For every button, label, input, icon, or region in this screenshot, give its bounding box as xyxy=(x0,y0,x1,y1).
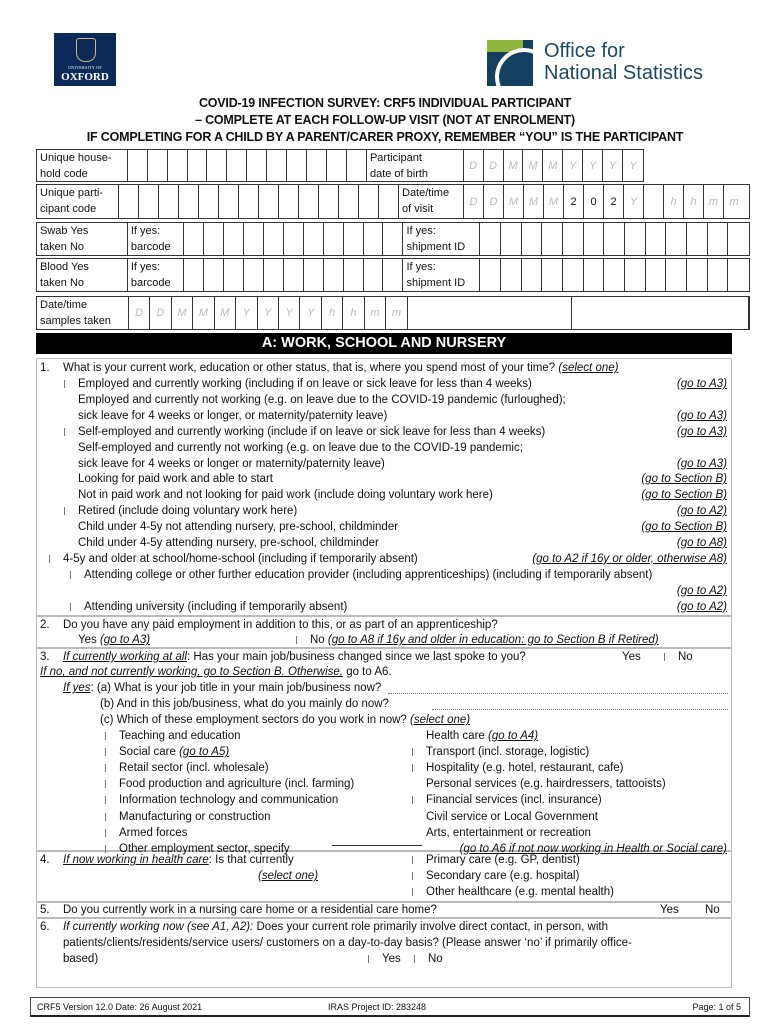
swab-barcode-cell[interactable] xyxy=(284,223,304,255)
blood-shipment-cell[interactable] xyxy=(563,259,584,291)
blood-shipment-cell[interactable] xyxy=(501,259,522,291)
household-code-cell[interactable] xyxy=(287,150,307,181)
samples-datetime-cell[interactable]: h xyxy=(322,297,343,329)
title-line-3: IF COMPLETING FOR A CHILD BY A PARENT/CARER PROXY, REMEMBER “YOU” IS THE PARTICIPANT xyxy=(86,130,684,144)
visit-datetime-cell[interactable]: M xyxy=(524,185,544,218)
healthcare-option-label: Other healthcare (e.g. mental health) xyxy=(426,886,614,898)
q1-option-goto: (go to Section B) xyxy=(641,521,727,534)
sector-option[interactable] xyxy=(412,792,602,808)
q1-option[interactable] xyxy=(78,535,379,551)
q1-option[interactable] xyxy=(64,503,297,519)
sector-label: Arts, entertainment or recreation xyxy=(426,826,591,839)
dob-label: Participant date of birth xyxy=(367,150,464,181)
q1-option-label: Child under 4-5y attending nursery, pre-school, childminder xyxy=(78,537,379,549)
healthcare-option[interactable] xyxy=(412,868,579,884)
household-code-cell[interactable] xyxy=(207,150,227,181)
samples-datetime-cell[interactable]: m xyxy=(386,297,407,329)
dob-cell[interactable]: M xyxy=(543,150,563,181)
sector-label: Other employment sector, specify xyxy=(119,842,290,855)
sector-label: Hospitality (e.g. hotel, restaurant, cafe) xyxy=(426,762,624,775)
blood-row xyxy=(36,258,750,292)
q6-yes-label: Yes xyxy=(382,953,401,965)
visit-datetime-cell[interactable]: M xyxy=(544,185,564,218)
samples-datetime-cell[interactable]: M xyxy=(193,297,214,329)
q1-option-goto: (go to A2 if 16y or older, otherwise A8) xyxy=(532,552,727,565)
q1-option-label: Self-employed and currently not working (e.g. on leave due to the COVID-19 pandemic; xyxy=(78,441,523,454)
sector-option[interactable] xyxy=(412,760,624,776)
participant-code-cell[interactable] xyxy=(359,185,379,218)
household-code-label: Unique house- hold code xyxy=(37,150,128,181)
q6-text-line2: patients/clients/residents/service users/ customers on a day-to-day basis? (Please answer ‘no’ if primarily office- xyxy=(63,937,632,949)
q1-text: What is your current work, education or other status, that is, where you spend most of your time? xyxy=(63,362,556,374)
q3a-job-title-input[interactable] xyxy=(388,682,728,694)
q3-condition: If currently working at all xyxy=(63,651,187,663)
swab-shipment-cell[interactable] xyxy=(522,223,543,255)
q1-option-label: Not in paid work and not looking for paid work (include doing voluntary work here) xyxy=(78,489,493,502)
swab-shipment-cell[interactable] xyxy=(480,223,501,255)
blood-barcode-label: If yes: barcode xyxy=(128,259,184,291)
household-code-cell[interactable] xyxy=(128,150,148,181)
sector-goto: (go to A5) xyxy=(179,746,230,759)
participant-code-cell[interactable] xyxy=(259,185,279,218)
participant-code-cell[interactable] xyxy=(279,185,299,218)
q1-option-goto: (go to A3) xyxy=(676,378,727,390)
participant-code-cell[interactable] xyxy=(239,185,259,218)
swab-shipment-cell[interactable] xyxy=(708,223,729,255)
swab-barcode-cell[interactable] xyxy=(224,223,244,255)
participant-code-cell[interactable] xyxy=(319,185,339,218)
sector-option[interactable] xyxy=(426,728,538,744)
q3a-text: : (a) What is your job title in your main job/business now? xyxy=(90,682,382,694)
q1-option-goto: (go to A2) xyxy=(676,505,727,518)
checkbox[interactable] xyxy=(412,796,420,804)
q3-note-goto: go to A6. xyxy=(343,666,392,678)
swab-barcode-cell[interactable] xyxy=(383,223,403,255)
q1-option[interactable] xyxy=(64,376,532,392)
visit-datetime-cell[interactable]: M xyxy=(504,185,524,218)
participant-code-cell[interactable] xyxy=(139,185,159,218)
q1-option[interactable] xyxy=(70,567,652,583)
visit-datetime-cell[interactable] xyxy=(644,185,664,218)
blood-taken-label: Blood Yes taken No xyxy=(37,259,128,291)
dob-cell[interactable]: Y xyxy=(583,150,603,181)
checkbox[interactable] xyxy=(49,555,57,563)
samples-datetime-cell[interactable]: Y xyxy=(279,297,300,329)
samples-datetime-cell[interactable]: Y xyxy=(258,297,279,329)
household-code-cell[interactable] xyxy=(347,150,367,181)
samples-datetime-cell[interactable]: Y xyxy=(236,297,257,329)
checkbox[interactable] xyxy=(105,764,113,772)
q2-yes-label: Yes xyxy=(78,634,97,646)
checkbox[interactable] xyxy=(105,796,113,804)
dob-cell[interactable]: Y xyxy=(629,159,637,172)
checkbox[interactable] xyxy=(64,380,72,388)
q6-number: 6. xyxy=(40,921,50,933)
q3c-select-hint: (select one) xyxy=(410,714,471,726)
q2-text: Do you have any paid employment in addition to this, or as part of an apprenticeship? xyxy=(63,619,498,631)
blood-barcode-cell[interactable] xyxy=(284,259,304,291)
healthcare-option-label: Primary care (e.g. GP, dentist) xyxy=(426,854,580,866)
sector-option[interactable] xyxy=(105,728,241,744)
q1-option[interactable] xyxy=(64,424,545,440)
q2-no-label: No xyxy=(310,634,325,646)
household-code-cell[interactable] xyxy=(307,150,327,181)
sector-option[interactable] xyxy=(426,776,666,792)
blood-barcode-cell[interactable] xyxy=(364,259,384,291)
sector-label: Teaching and education xyxy=(119,730,241,742)
dob-cell[interactable]: D xyxy=(464,150,484,181)
participant-code-label: Unique parti- cipant code xyxy=(37,185,119,218)
samples-datetime-cell[interactable]: M xyxy=(172,297,193,329)
sector-label: Social care xyxy=(119,746,176,759)
q1-option-label: Self-employed and currently working (include if on leave or sick leave for less than 4 weeks) xyxy=(78,425,546,438)
blood-shipment-cell[interactable] xyxy=(646,259,667,291)
participant-code-cell[interactable] xyxy=(339,185,359,218)
visit-datetime-cell[interactable]: D xyxy=(464,185,484,218)
q1-option-goto: (go to A2) xyxy=(676,584,727,597)
q1-option-label: 4-5y and older at school/home-school (including if temporarily absent) xyxy=(63,552,418,565)
samples-datetime-row xyxy=(36,296,750,330)
participant-code-cell[interactable] xyxy=(299,185,319,218)
sector-option[interactable] xyxy=(412,744,589,760)
checkbox[interactable] xyxy=(664,653,672,661)
blood-shipment-cell[interactable] xyxy=(604,259,625,291)
household-dob-row xyxy=(36,149,644,182)
q3-no-option[interactable] xyxy=(664,649,693,665)
blood-shipment-cell[interactable] xyxy=(728,259,749,291)
swab-barcode-cell[interactable] xyxy=(204,223,224,255)
household-code-cell[interactable] xyxy=(267,150,287,181)
blood-barcode-cell[interactable] xyxy=(344,259,364,291)
sector-option[interactable] xyxy=(426,809,598,825)
q1-number: 1. xyxy=(40,362,50,374)
healthcare-option[interactable] xyxy=(412,884,614,900)
checkbox[interactable] xyxy=(70,571,78,579)
q6-no-label: No xyxy=(428,953,443,965)
household-code-cell[interactable] xyxy=(168,150,188,181)
sector-label: Retail sector (incl. wholesale) xyxy=(119,762,269,775)
checkbox[interactable] xyxy=(412,748,420,756)
swab-barcode-label: If yes: barcode xyxy=(128,223,184,255)
swab-shipment-cell[interactable] xyxy=(542,223,563,255)
checkbox[interactable] xyxy=(296,636,304,644)
household-code-cell[interactable] xyxy=(148,150,168,181)
q3c xyxy=(100,712,470,728)
q6-question xyxy=(63,919,608,935)
swab-shipment-cell[interactable] xyxy=(625,223,646,255)
checkbox[interactable] xyxy=(412,856,420,864)
q1-option[interactable] xyxy=(78,456,385,472)
blank-cell xyxy=(408,297,573,329)
checkbox[interactable] xyxy=(412,888,420,896)
household-code-cell[interactable] xyxy=(227,150,247,181)
participant-code-cell[interactable] xyxy=(219,185,239,218)
swab-barcode-cell[interactable] xyxy=(344,223,364,255)
q3-yes-option[interactable]: Yes xyxy=(622,651,641,663)
checkbox[interactable] xyxy=(412,764,420,772)
footer-version: CRF5 Version 12.0 Date: 26 August 2021 xyxy=(37,1002,203,1012)
q1-option[interactable] xyxy=(49,551,418,567)
q1-option-label: sick leave for 4 weeks or longer, or maternity/paternity leave) xyxy=(78,409,388,422)
swab-barcode-cell[interactable] xyxy=(324,223,344,255)
q1-option-goto: (go to Section B) xyxy=(641,489,727,502)
dob-cell[interactable]: M xyxy=(504,150,524,181)
q5-text: Do you currently work in a nursing care home or a residential care home? xyxy=(63,904,437,916)
sector-label: Food production and agriculture (incl. farming) xyxy=(119,778,355,791)
q3-if-yes: If yes xyxy=(63,682,91,694)
q3-text: : Has your main job/business changed since we last spoke to you? xyxy=(187,651,526,663)
q2-no-option[interactable] xyxy=(296,632,659,648)
visit-datetime-cell[interactable]: 2 xyxy=(604,185,624,218)
healthcare-option-label: Secondary care (e.g. hospital) xyxy=(426,870,580,882)
q1-option[interactable] xyxy=(78,392,566,408)
visit-datetime-cell[interactable]: m xyxy=(704,185,724,218)
sector-goto: (go to A6 if not now working in Health or Social care) xyxy=(459,842,727,855)
q3c-text: (c) Which of these employment sectors do you work in now? xyxy=(100,714,407,726)
swab-barcode-cell[interactable] xyxy=(244,223,264,255)
swab-shipment-cell[interactable] xyxy=(604,223,625,255)
checkbox[interactable] xyxy=(412,872,420,880)
swab-barcode-cell[interactable] xyxy=(184,223,204,255)
q1-option[interactable] xyxy=(70,599,347,615)
q6-no-option[interactable] xyxy=(414,951,443,967)
ons-mark-icon xyxy=(487,40,533,86)
swab-row xyxy=(36,222,750,256)
q1-option-label: Attending college or other further education provider (including apprenticeships) (including if temporarily absent) xyxy=(84,568,653,581)
blood-shipment-cell[interactable] xyxy=(625,259,646,291)
samples-datetime-cell[interactable]: M xyxy=(215,297,236,329)
oxford-logo xyxy=(54,33,116,86)
checkbox[interactable] xyxy=(105,829,113,837)
q3-note xyxy=(40,664,392,680)
blood-barcode-cell[interactable] xyxy=(304,259,324,291)
swab-taken-label: Swab Yes taken No xyxy=(37,223,128,255)
q1-select-hint: (select one) xyxy=(558,362,619,374)
swab-barcode-cell[interactable] xyxy=(364,223,384,255)
blood-barcode-cell[interactable] xyxy=(264,259,284,291)
q1-option-label: Employed and currently working (including if on leave or sick leave for less than 4 weeks) xyxy=(78,378,532,390)
blood-shipment-label: If yes: shipment ID xyxy=(403,259,480,291)
sector-option[interactable] xyxy=(105,744,229,760)
q5-yes-option[interactable]: Yes xyxy=(660,904,679,916)
blood-barcode-cell[interactable] xyxy=(324,259,344,291)
oxford-crest-icon xyxy=(76,38,96,62)
blood-shipment-cell[interactable] xyxy=(708,259,729,291)
samples-datetime-cell[interactable]: D xyxy=(150,297,171,329)
visit-datetime-cell[interactable]: 0 xyxy=(584,185,604,218)
q1-option-goto: (go to A3) xyxy=(676,457,727,470)
q6-yes-option[interactable] xyxy=(368,951,401,967)
q1-option-label: sick leave for 4 weeks or longer or maternity/paternity leave) xyxy=(78,457,385,470)
q3-note-text: If no, and not currently working, go to Section B. Otherwise, xyxy=(40,666,343,678)
swab-shipment-label: If yes: shipment ID xyxy=(403,223,480,255)
q5-number: 5. xyxy=(40,904,50,916)
samples-datetime-label: Date/time samples taken xyxy=(37,297,129,329)
q5-no-option[interactable]: No xyxy=(705,904,720,916)
participant-code-cell[interactable] xyxy=(379,185,399,218)
dob-cell[interactable]: D xyxy=(484,150,504,181)
q1-option-label: Employed and currently not working (e.g. on leave due to the COVID-19 pandemic (furloughed); xyxy=(78,393,566,406)
blood-shipment-cell[interactable] xyxy=(666,259,687,291)
q1-option-goto: (go to A2) xyxy=(676,600,727,613)
samples-datetime-cell[interactable]: Y xyxy=(300,297,321,329)
household-code-cell[interactable] xyxy=(188,150,208,181)
visit-datetime-cell[interactable]: h xyxy=(684,185,704,218)
sector-option[interactable] xyxy=(105,809,271,825)
q2-number: 2. xyxy=(40,619,50,631)
title-line-1: COVID-19 INFECTION SURVEY: CRF5 INDIVIDUAL PARTICIPANT xyxy=(198,96,572,110)
ons-logo-line2: National Statistics xyxy=(544,62,703,84)
sector-label: Information technology and communication xyxy=(119,794,339,807)
household-code-cell[interactable] xyxy=(327,150,347,181)
q3-no-label: No xyxy=(678,651,693,663)
blood-shipment-cell[interactable] xyxy=(687,259,708,291)
sector-option[interactable] xyxy=(105,792,338,808)
sector-goto: (go to A4) xyxy=(488,730,539,742)
q4-condition: If now working in health care xyxy=(63,854,209,866)
ons-logo-line1: Office for xyxy=(544,40,625,62)
sector-label: Civil service or Local Government xyxy=(426,810,598,823)
blood-barcode-cell[interactable] xyxy=(244,259,264,291)
q6-text: Does your current role primarily involve direct contact, in person, with xyxy=(253,921,608,933)
other-sector-specify-input[interactable] xyxy=(332,845,422,846)
dob-cell[interactable]: M xyxy=(523,150,543,181)
page-footer xyxy=(30,997,750,1017)
visit-datetime-cell[interactable]: D xyxy=(484,185,504,218)
checkbox[interactable] xyxy=(70,603,78,611)
sector-label: Manufacturing or construction xyxy=(119,810,271,823)
sector-label: Personal services (e.g. hairdressers, tattooists) xyxy=(426,778,666,791)
q1-option[interactable] xyxy=(78,471,273,487)
blood-barcode-cell[interactable] xyxy=(383,259,403,291)
q1-option[interactable] xyxy=(78,440,523,456)
q1-option-goto: (go to A8) xyxy=(676,537,727,549)
q2-no-goto: (go to A8 if 16y and older in education: go to Section B if Retired) xyxy=(327,634,659,646)
q1-option-label: Child under 4-5y not attending nursery, pre-school, childminder xyxy=(78,521,399,534)
q4-select-hint: (select one) xyxy=(258,870,319,882)
visit-datetime-cell[interactable]: h xyxy=(664,185,684,218)
visit-datetime-cell[interactable]: m xyxy=(729,195,739,208)
section-header: A: WORK, SCHOOL AND NURSERY xyxy=(36,333,732,354)
q4-number: 4. xyxy=(40,854,50,866)
blood-barcode-cell[interactable] xyxy=(204,259,224,291)
participant-code-cell[interactable] xyxy=(159,185,179,218)
q2-yes-goto: (go to A3) xyxy=(99,634,151,646)
swab-shipment-cell[interactable] xyxy=(666,223,687,255)
blood-shipment-cell[interactable] xyxy=(584,259,605,291)
sector-option[interactable] xyxy=(105,825,187,841)
participant-code-cell[interactable] xyxy=(119,185,139,218)
title-line-2: – COMPLETE AT EACH FOLLOW-UP VISIT (NOT AT ENROLMENT) xyxy=(195,113,575,127)
blood-barcode-cell[interactable] xyxy=(184,259,204,291)
q3-number: 3. xyxy=(40,651,50,663)
oxford-logo-small-text: UNIVERSITY OF xyxy=(68,65,102,70)
q1-option[interactable] xyxy=(78,487,493,503)
sector-option[interactable] xyxy=(105,760,269,776)
participant-code-cell[interactable] xyxy=(179,185,199,218)
checkbox[interactable] xyxy=(105,732,113,740)
checkbox[interactable] xyxy=(414,955,422,963)
swab-barcode-cell[interactable] xyxy=(304,223,324,255)
dob-cell[interactable]: Y xyxy=(603,150,623,181)
q4-question xyxy=(63,852,294,868)
q1-option[interactable] xyxy=(78,519,398,535)
samples-datetime-cell[interactable]: h xyxy=(343,297,364,329)
checkbox[interactable] xyxy=(105,780,113,788)
blood-shipment-cell[interactable] xyxy=(480,259,501,291)
healthcare-option[interactable] xyxy=(412,852,580,868)
sector-option[interactable] xyxy=(105,776,354,792)
visit-datetime-cell[interactable]: 2 xyxy=(564,185,584,218)
samples-datetime-cell[interactable]: m xyxy=(365,297,386,329)
q1-option-label: Retired (include doing voluntary work here) xyxy=(78,505,298,518)
sector-label: Armed forces xyxy=(119,826,188,839)
q1-option-label: Attending university (including if temporarily absent) xyxy=(84,600,348,613)
blood-shipment-cell[interactable] xyxy=(522,259,543,291)
visit-datetime-label: Date/time of visit xyxy=(399,185,464,218)
checkbox[interactable] xyxy=(64,428,72,436)
q3b-text: (b) And in this job/business, what do you mainly do now? xyxy=(100,698,389,710)
household-code-cell[interactable] xyxy=(247,150,267,181)
footer-iras-id: IRAS Project ID: 283248 xyxy=(328,1002,427,1012)
q4-text: : Is that currently xyxy=(208,854,294,866)
sector-label: Health care xyxy=(426,730,485,742)
q1-question xyxy=(63,360,618,376)
blood-shipment-cell[interactable] xyxy=(542,259,563,291)
checkbox[interactable] xyxy=(105,748,113,756)
samples-datetime-cell[interactable]: D xyxy=(129,297,150,329)
q3b-main-duties-input[interactable] xyxy=(432,698,728,710)
q2-yes-option[interactable] xyxy=(78,632,150,648)
q1-option-goto: (go to A3) xyxy=(676,425,727,438)
dob-cell[interactable]: Y xyxy=(563,150,583,181)
swab-barcode-cell[interactable] xyxy=(264,223,284,255)
sector-option[interactable] xyxy=(426,825,591,841)
swab-shipment-cell[interactable] xyxy=(563,223,584,255)
checkbox[interactable] xyxy=(105,813,113,821)
checkbox[interactable] xyxy=(368,955,376,963)
q1-option-goto: (go to A3) xyxy=(676,409,727,422)
blank-cell xyxy=(572,297,749,329)
footer-page-number: Page: 1 of 5 xyxy=(692,1002,741,1012)
swab-shipment-cell[interactable] xyxy=(687,223,708,255)
ons-logo xyxy=(487,40,737,86)
swab-shipment-cell[interactable] xyxy=(501,223,522,255)
swab-shipment-cell[interactable] xyxy=(728,223,749,255)
sector-label: Financial services (incl. insurance) xyxy=(426,794,602,807)
visit-datetime-cell[interactable]: Y xyxy=(624,185,644,218)
q3-question xyxy=(63,649,526,665)
q6-text-line3: based) xyxy=(63,953,99,965)
oxford-logo-text: OXFORD xyxy=(61,71,109,83)
q3a xyxy=(63,680,381,696)
blood-barcode-cell[interactable] xyxy=(224,259,244,291)
participant-visit-row xyxy=(36,184,750,219)
swab-shipment-cell[interactable] xyxy=(646,223,667,255)
q1-option-label: Looking for paid work and able to start xyxy=(78,473,273,486)
sector-label: Transport (incl. storage, logistic) xyxy=(426,746,590,759)
q1-option[interactable] xyxy=(78,408,387,424)
q1-option-goto: (go to Section B) xyxy=(641,473,727,486)
participant-code-cell[interactable] xyxy=(199,185,219,218)
q6-condition: If currently working now (see A1, A2): xyxy=(63,921,254,933)
swab-shipment-cell[interactable] xyxy=(584,223,605,255)
checkbox[interactable] xyxy=(64,507,72,515)
